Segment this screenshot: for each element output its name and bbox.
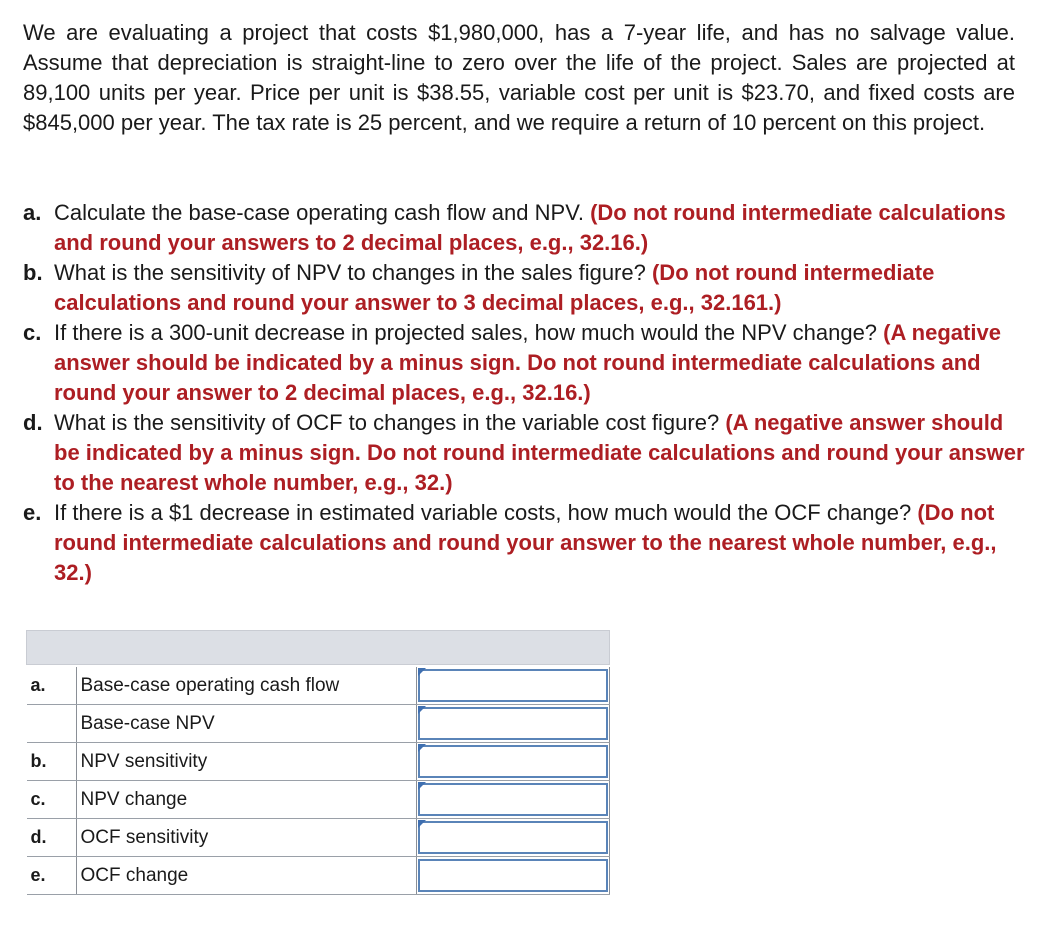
answer-cell — [416, 743, 610, 781]
table-row — [27, 667, 610, 705]
question-instruction: (A negative answer should be indicated by a minus sign. Do not round intermediate calculations and round your answer to the nearest whole number, e.g., 32.) — [54, 410, 1025, 495]
problem-statement: We are evaluating a project that costs $1,980,000, has a 7-year life, and has no salvage value. Assume that depreciation is straight-line to zero over the life of the project. Sales are projected at 89,100 units per year. Price per unit is $38.55, variable cost per unit is $23.70, and fixed costs are $845,000 per year. The tax rate is 25 percent, and we require a return of 10 percent on this project. — [23, 20, 1015, 135]
question-letter: a. — [23, 200, 42, 225]
row-label: Base-case NPV — [76, 705, 416, 743]
question-instruction: (Do not round intermediate calculations and round your answer to the nearest whole number, e.g., 32.) — [54, 500, 997, 585]
row-label: OCF change — [76, 857, 416, 895]
row-label: NPV sensitivity — [76, 743, 416, 781]
answer-table — [26, 630, 610, 895]
question-e — [23, 498, 1033, 588]
question-text: If there is a $1 decrease in estimated variable costs, how much would the OCF change? — [54, 500, 912, 525]
answer-cell — [416, 819, 610, 857]
question-c — [23, 318, 1033, 408]
question-letter: d. — [23, 410, 43, 435]
base-case-npv-input[interactable] — [418, 707, 609, 740]
row-letter: d. — [27, 819, 77, 857]
row-letter: e. — [27, 857, 77, 895]
question-a — [23, 198, 1033, 258]
answer-cell — [416, 857, 610, 895]
question-list — [23, 198, 1033, 588]
npv-change-input[interactable] — [418, 783, 609, 816]
table-header-cell — [27, 631, 610, 665]
row-letter: a. — [27, 667, 77, 705]
row-label: OCF sensitivity — [76, 819, 416, 857]
table-row — [27, 857, 610, 895]
question-d — [23, 408, 1033, 498]
table-header — [27, 631, 610, 665]
row-letter — [27, 705, 77, 743]
question-instruction: (Do not round intermediate calculations and round your answers to 2 decimal places, e.g., 32.16.) — [54, 200, 1006, 255]
row-letter: c. — [27, 781, 77, 819]
row-label: Base-case operating cash flow — [76, 667, 416, 705]
ocf-change-input[interactable] — [418, 859, 609, 892]
row-label: NPV change — [76, 781, 416, 819]
answer-cell — [416, 781, 610, 819]
question-letter: e. — [23, 500, 42, 525]
question-text: What is the sensitivity of NPV to changes in the sales figure? — [54, 260, 646, 285]
table-row — [27, 705, 610, 743]
answer-cell — [416, 667, 610, 705]
question-text: Calculate the base-case operating cash flow and NPV. — [54, 200, 584, 225]
base-case-ocf-input[interactable] — [418, 669, 609, 702]
question-letter: c. — [23, 320, 42, 345]
table-row — [27, 819, 610, 857]
answer-cell — [416, 705, 610, 743]
row-letter: b. — [27, 743, 77, 781]
question-letter: b. — [23, 260, 43, 285]
question-instruction: (Do not round intermediate calculations and round your answer to 3 decimal places, e.g., 32.161.) — [54, 260, 935, 315]
table-row — [27, 743, 610, 781]
ocf-sensitivity-input[interactable] — [418, 821, 609, 854]
question-b — [23, 258, 1033, 318]
table-row — [27, 781, 610, 819]
question-instruction: (A negative answer should be indicated by a minus sign. Do not round intermediate calculations and round your answer to 2 decimal places, e.g., 32.16.) — [54, 320, 1001, 405]
question-text: If there is a 300-unit decrease in projected sales, how much would the NPV change? — [54, 320, 878, 345]
npv-sensitivity-input[interactable] — [418, 745, 609, 778]
question-text: What is the sensitivity of OCF to changes in the variable cost figure? — [54, 410, 720, 435]
